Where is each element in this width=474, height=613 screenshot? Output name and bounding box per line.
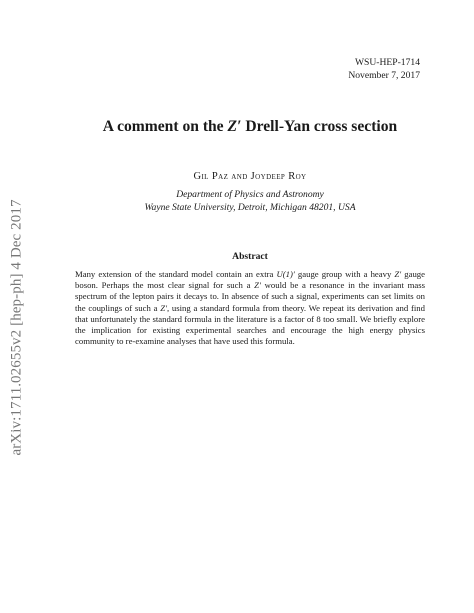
abstract-symbol-z1: Z′ [394, 269, 402, 279]
affiliation-university: Wayne State University, Detroit, Michigan 48201, USA [144, 202, 356, 213]
title-suffix: Drell-Yan cross section [241, 118, 398, 135]
report-info [348, 56, 420, 82]
paper-title [60, 118, 440, 136]
title-prefix: A comment on the [102, 118, 228, 135]
abstract-heading: Abstract [232, 251, 268, 262]
abstract-symbol-z2: Z′ [254, 280, 261, 291]
arxiv-identifier-margin [3, 160, 31, 495]
abstract-text-4: would be a resonance in the invariant mass spectrum of the lepton pairs it decays to. In absence of such a signal, experiments can set limits on the couplings of such a [75, 280, 425, 313]
affiliation-department: Department of Physics and Astronomy [176, 189, 324, 200]
arxiv-identifier: arXiv:1711.02655v2 [hep-ph] 4 Dec 2017 [8, 199, 25, 456]
report-date: November 7, 2017 [348, 70, 420, 81]
report-number: WSU-HEP-1714 [354, 57, 420, 68]
author-list: Gil Paz and Joydeep Roy [193, 171, 307, 182]
abstract-text-1: Many extension of the standard model contain an extra [75, 269, 277, 279]
abstract-text-5: , using a standard formula from theory. We repeat its derivation and find that unfortunately the standard formula in the literature is a factor of 8 too small. We briefly explore the implication for existing experimental searches and encourage the high energy physics community to re-examine analyses that have used this formula. [75, 302, 425, 347]
abstract-text-2: gauge group with a heavy [294, 269, 395, 279]
abstract-symbol-u1: U(1)′ [276, 269, 295, 279]
abstract-symbol-z3: Z′ [160, 302, 167, 313]
abstract-body [75, 269, 425, 347]
affiliation [60, 188, 440, 214]
title-symbol: Z′ [227, 118, 242, 135]
abstract-text-3: gauge boson. Perhaps the most clear signal for such a [75, 269, 425, 291]
